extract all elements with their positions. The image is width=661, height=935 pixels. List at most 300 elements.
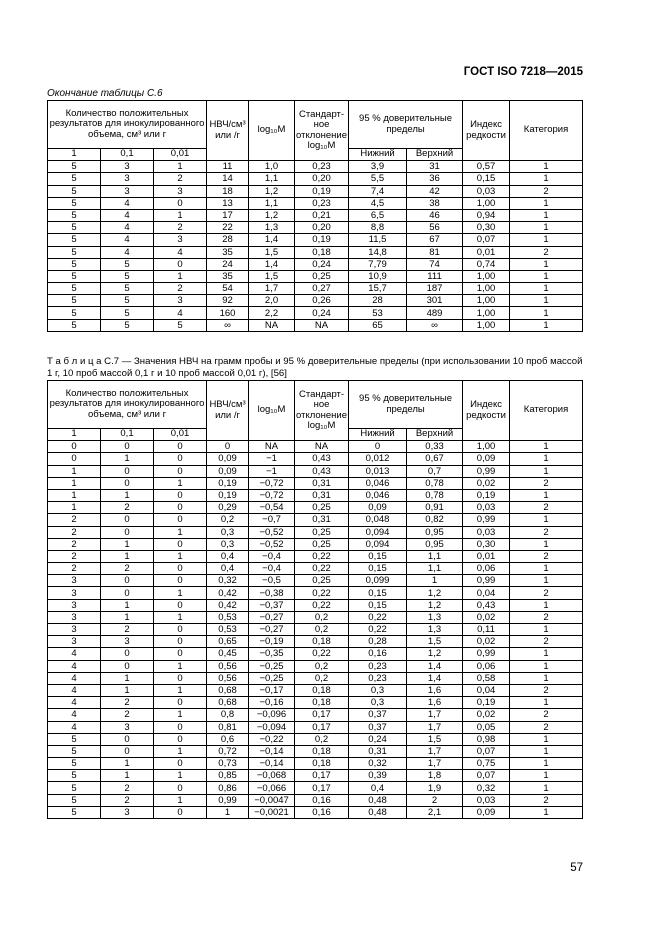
table-cell: 0,25 — [295, 270, 349, 282]
table-cell: NA — [295, 441, 349, 453]
table-row — [48, 721, 583, 733]
table-row — [48, 672, 583, 684]
table-cell: 0 — [154, 453, 207, 465]
table-cell: 0,06 — [463, 660, 510, 672]
table-cell: 111 — [407, 270, 463, 282]
table-row — [48, 733, 583, 745]
table-cell: −0,068 — [249, 770, 295, 782]
table-cell: 1 — [510, 575, 583, 587]
table-cell: 2 — [510, 587, 583, 599]
table-cell: 65 — [349, 319, 407, 331]
table-c7 — [47, 380, 583, 819]
table-row — [48, 648, 583, 660]
table-cell: 1,00 — [463, 197, 510, 209]
table-cell: 1,7 — [249, 283, 295, 295]
table-cell: 0,2 — [295, 660, 349, 672]
table-row — [48, 599, 583, 611]
table-row — [48, 283, 583, 295]
table-cell: 0,30 — [463, 538, 510, 550]
table-cell: 0,05 — [463, 721, 510, 733]
header-positive-results: Количество положительных результатов для инокулированного объема, см³ или г — [48, 101, 207, 149]
table-cell: 0,45 — [207, 648, 249, 660]
table-cell: 0,07 — [463, 770, 510, 782]
table-cell: 0,32 — [207, 575, 249, 587]
table-cell: 3 — [101, 721, 154, 733]
table-cell: 5 — [101, 295, 154, 307]
table-cell: 1 — [510, 161, 583, 173]
table-cell: 0 — [154, 538, 207, 550]
table-cell: 1,2 — [407, 587, 463, 599]
table-cell: 0,07 — [463, 745, 510, 757]
table-cell: 5 — [101, 258, 154, 270]
table-cell: 1,3 — [407, 624, 463, 636]
table-cell: 0,43 — [295, 465, 349, 477]
table-cell: 1,3 — [249, 222, 295, 234]
header-log: log₁₀M — [249, 101, 295, 161]
table-cell: 1 — [48, 502, 101, 514]
table-cell: 5 — [48, 733, 101, 745]
table-cell: 0,06 — [463, 563, 510, 575]
table-cell: 0,24 — [349, 733, 407, 745]
table-cell: 0,094 — [349, 538, 407, 550]
table-cell: 0,67 — [407, 453, 463, 465]
table-cell: 0,31 — [295, 514, 349, 526]
table-cell: 1 — [510, 660, 583, 672]
table-cell: 0,2 — [295, 672, 349, 684]
table-cell: 2 — [48, 514, 101, 526]
table-cell: 1 — [510, 782, 583, 794]
header-category: Категория — [510, 101, 583, 161]
table-cell: 0,25 — [295, 502, 349, 514]
table-cell: 1,5 — [249, 270, 295, 282]
table-cell: 0,43 — [463, 599, 510, 611]
table-row — [48, 197, 583, 209]
table-cell: 0,58 — [463, 672, 510, 684]
table-cell: 0,26 — [295, 295, 349, 307]
table-cell: 2 — [154, 283, 207, 295]
table-cell: 0,20 — [295, 173, 349, 185]
table-cell: 1 — [510, 258, 583, 270]
table-row — [48, 477, 583, 489]
table-cell: 0,22 — [295, 587, 349, 599]
table-cell: 1 — [101, 550, 154, 562]
table-cell: 0,4 — [207, 563, 249, 575]
table-cell: 17 — [207, 209, 249, 221]
table-cell: 1 — [510, 733, 583, 745]
table-cell: 0,18 — [295, 758, 349, 770]
table-cell: 1 — [154, 477, 207, 489]
table-cell: ∞ — [207, 319, 249, 331]
header-mpn: НВЧ/см³ или /г — [207, 381, 249, 441]
table-row — [48, 770, 583, 782]
table-cell: 1,4 — [407, 660, 463, 672]
table-cell: 1 — [510, 624, 583, 636]
table-cell: 3 — [48, 636, 101, 648]
table-cell: 0 — [101, 526, 154, 538]
table-cell: 1 — [154, 611, 207, 623]
table-cell: 1 — [101, 489, 154, 501]
table-cell: −0,4 — [249, 550, 295, 562]
table-cell: 2 — [48, 550, 101, 562]
table-cell: 5 — [48, 745, 101, 757]
table-cell: 1 — [101, 672, 154, 684]
table-cell: 1 — [154, 161, 207, 173]
table-cell: 1,7 — [407, 745, 463, 757]
page-number: 57 — [570, 862, 583, 874]
table-row — [48, 514, 583, 526]
table-cell: −0,37 — [249, 599, 295, 611]
table-cell: 92 — [207, 295, 249, 307]
table-row — [48, 307, 583, 319]
table-cell: 0,03 — [463, 185, 510, 197]
table-cell: 0 — [101, 477, 154, 489]
table-cell: 1 — [101, 453, 154, 465]
table-cell: 5 — [48, 270, 101, 282]
table-cell: 5 — [101, 283, 154, 295]
table-cell: 0,02 — [463, 611, 510, 623]
table-cell: 3,9 — [349, 161, 407, 173]
table-cell: 0,99 — [463, 465, 510, 477]
table-row — [48, 684, 583, 696]
table-cell: 0,09 — [207, 465, 249, 477]
table-cell: 1 — [510, 514, 583, 526]
table-cell: 0,57 — [463, 161, 510, 173]
table-cell: 2 — [101, 563, 154, 575]
table-cell: 1,5 — [407, 733, 463, 745]
table-cell: 2 — [510, 246, 583, 258]
table-cell: 0,99 — [463, 514, 510, 526]
table-cell: 0 — [101, 575, 154, 587]
table-cell: 5 — [48, 258, 101, 270]
table-cell: 2 — [510, 794, 583, 806]
table-cell: 0,099 — [349, 575, 407, 587]
table-cell: 1 — [154, 550, 207, 562]
table-cell: 3 — [154, 234, 207, 246]
table-cell: 0,25 — [295, 538, 349, 550]
table-cell: 0,95 — [407, 538, 463, 550]
table-cell: 35 — [207, 246, 249, 258]
table-row — [48, 611, 583, 623]
table-cell: 7,4 — [349, 185, 407, 197]
table-cell: 0 — [154, 782, 207, 794]
table-cell: 0,18 — [295, 636, 349, 648]
table-cell: 4 — [48, 660, 101, 672]
table-cell: ∞ — [407, 319, 463, 331]
table-cell: 0,65 — [207, 636, 249, 648]
table-cell: 5 — [48, 222, 101, 234]
header-log: log₁₀M — [249, 381, 295, 441]
table-cell: 0,99 — [463, 648, 510, 660]
header-vol-0-01: 0,01 — [154, 149, 207, 161]
table-cell: 5 — [48, 319, 101, 331]
table-cell: 1,1 — [407, 550, 463, 562]
table-cell: 18 — [207, 185, 249, 197]
table-cell: 0,7 — [407, 465, 463, 477]
table-cell: −0,14 — [249, 745, 295, 757]
table-cell: 2 — [407, 794, 463, 806]
table-cell: 0,17 — [295, 770, 349, 782]
table-cell: 0,11 — [463, 624, 510, 636]
table-cell: 0,16 — [295, 794, 349, 806]
table-cell: −0,35 — [249, 648, 295, 660]
table-cell: 0,8 — [207, 709, 249, 721]
table-cell: 0,15 — [349, 550, 407, 562]
table-cell: 0 — [101, 587, 154, 599]
header-vol-1: 1 — [48, 429, 101, 441]
table-cell: 0,013 — [349, 465, 407, 477]
table-cell: 0,09 — [463, 806, 510, 818]
table-cell: 0,25 — [295, 575, 349, 587]
table-cell: −0,27 — [249, 611, 295, 623]
table-cell: 301 — [407, 295, 463, 307]
table-cell: 1,00 — [463, 270, 510, 282]
table-cell: 0 — [101, 660, 154, 672]
table-cell: 2 — [101, 782, 154, 794]
table-row — [48, 709, 583, 721]
table-cell: 4 — [48, 721, 101, 733]
table-cell: 1 — [154, 526, 207, 538]
table-cell: 0,03 — [463, 502, 510, 514]
table-cell: 3 — [48, 624, 101, 636]
table-cell: 0,012 — [349, 453, 407, 465]
table-cell: 0,3 — [207, 526, 249, 538]
table-cell: 5 — [48, 209, 101, 221]
table-cell: 1 — [510, 173, 583, 185]
table-cell: 1 — [510, 283, 583, 295]
table-row — [48, 587, 583, 599]
table-cell: 4 — [48, 672, 101, 684]
table-cell: 0,04 — [463, 587, 510, 599]
table-cell: 0,22 — [295, 599, 349, 611]
table-cell: 0 — [154, 806, 207, 818]
table-cell: 2,0 — [249, 295, 295, 307]
table-cell: 0,19 — [463, 697, 510, 709]
table-cell: 11,5 — [349, 234, 407, 246]
table-cell: 1,4 — [407, 672, 463, 684]
table-cell: 0,19 — [207, 489, 249, 501]
table-cell: 0,16 — [349, 648, 407, 660]
table-cell: 0,94 — [463, 209, 510, 221]
table-cell: 0 — [101, 648, 154, 660]
table-row — [48, 624, 583, 636]
table-cell: 1,1 — [249, 173, 295, 185]
table-row — [48, 185, 583, 197]
table-cell: 3 — [101, 806, 154, 818]
table-cell: 5 — [101, 270, 154, 282]
table-cell: 2 — [154, 222, 207, 234]
table-cell: 0,048 — [349, 514, 407, 526]
header-vol-0-1: 0,1 — [101, 149, 154, 161]
table-cell: NA — [295, 319, 349, 331]
table-cell: 0,03 — [463, 526, 510, 538]
table-cell: 8,8 — [349, 222, 407, 234]
table-cell: 2,1 — [407, 806, 463, 818]
table-cell: 0,18 — [295, 745, 349, 757]
table-cell: −0,25 — [249, 660, 295, 672]
table-cell: 5 — [48, 185, 101, 197]
table-row — [48, 794, 583, 806]
table-cell: 1 — [510, 319, 583, 331]
table-cell: 0 — [48, 453, 101, 465]
table-cell: 2 — [510, 502, 583, 514]
table-cell: 31 — [407, 161, 463, 173]
table-cell: 0,18 — [295, 684, 349, 696]
table-cell: 3 — [154, 295, 207, 307]
table-cell: 0 — [154, 465, 207, 477]
table-cell: −0,4 — [249, 563, 295, 575]
table-cell: 0 — [154, 258, 207, 270]
table-row — [48, 295, 583, 307]
table-cell: 56 — [407, 222, 463, 234]
table-cell: 3 — [48, 599, 101, 611]
table-cell: 1 — [510, 234, 583, 246]
table-cell: 0,31 — [295, 477, 349, 489]
table-cell: 0 — [154, 733, 207, 745]
table-cell: 0,85 — [207, 770, 249, 782]
table-cell: 0,24 — [295, 258, 349, 270]
table-cell: 0 — [154, 502, 207, 514]
table-cell: 0,3 — [349, 697, 407, 709]
table-cell: 0 — [154, 648, 207, 660]
table-cell: 0,3 — [207, 538, 249, 550]
table-cell: 28 — [207, 234, 249, 246]
table-cell: 2 — [510, 550, 583, 562]
table-cell: 7,79 — [349, 258, 407, 270]
table-cell: −0,72 — [249, 477, 295, 489]
table-cell: 1 — [510, 295, 583, 307]
table-row — [48, 489, 583, 501]
table-cell: 5 — [48, 283, 101, 295]
table-cell: 0,4 — [207, 550, 249, 562]
table-cell: 4 — [48, 684, 101, 696]
table-cell: 1,4 — [249, 258, 295, 270]
table-cell: 0 — [154, 563, 207, 575]
table-cell: 0,78 — [407, 477, 463, 489]
table-cell: 1 — [510, 758, 583, 770]
table-cell: 3 — [48, 575, 101, 587]
table-cell: 42 — [407, 185, 463, 197]
table-cell: 81 — [407, 246, 463, 258]
table-cell: 0,23 — [349, 660, 407, 672]
table-cell: 0,32 — [463, 782, 510, 794]
table-cell: 0,3 — [349, 684, 407, 696]
table-cell: 0,01 — [463, 246, 510, 258]
table-cell: 1 — [48, 465, 101, 477]
table-row — [48, 575, 583, 587]
header-std-dev: Стандарт-ное отклонение log₁₀M — [295, 381, 349, 441]
table-cell: 0,37 — [349, 721, 407, 733]
table-cell: 1 — [510, 465, 583, 477]
table-cell: 0 — [154, 441, 207, 453]
table-row — [48, 246, 583, 258]
table-cell: 0,19 — [295, 234, 349, 246]
table-cell: 0,23 — [295, 197, 349, 209]
table-cell: 0 — [207, 441, 249, 453]
table-cell: 0,02 — [463, 709, 510, 721]
table-cell: 0,56 — [207, 672, 249, 684]
table-cell: 0,02 — [463, 477, 510, 489]
table-row — [48, 234, 583, 246]
table-cell: 13 — [207, 197, 249, 209]
table-cell: 1 — [510, 307, 583, 319]
table-cell: 1,0 — [249, 161, 295, 173]
table1-caption: Окончание таблицы С.6 — [47, 88, 163, 99]
table-cell: 1,00 — [463, 307, 510, 319]
table-cell: 0 — [154, 575, 207, 587]
table-cell: 0,19 — [207, 477, 249, 489]
table-cell: 0,19 — [295, 185, 349, 197]
header-mpn: НВЧ/см³ или /г — [207, 101, 249, 161]
table-cell: 0 — [101, 465, 154, 477]
table-cell: 0,75 — [463, 758, 510, 770]
table-cell: 3 — [48, 587, 101, 599]
table-cell: 0,95 — [407, 526, 463, 538]
table-cell: 1 — [510, 209, 583, 221]
table-cell: 5 — [48, 307, 101, 319]
table-cell: 0,22 — [295, 648, 349, 660]
table-cell: 1 — [510, 697, 583, 709]
table-cell: 1 — [101, 611, 154, 623]
table-cell: 0,04 — [463, 684, 510, 696]
table-cell: −0,16 — [249, 697, 295, 709]
table-cell: 5 — [101, 307, 154, 319]
table-cell: 2 — [154, 173, 207, 185]
table-cell: 0,22 — [295, 563, 349, 575]
table-cell: 1,2 — [407, 648, 463, 660]
table-cell: 2,2 — [249, 307, 295, 319]
table-cell: 5 — [48, 161, 101, 173]
table-cell: 0,99 — [207, 794, 249, 806]
table-cell: −0,5 — [249, 575, 295, 587]
table-cell: 0,25 — [295, 526, 349, 538]
table-cell: 5 — [48, 806, 101, 818]
table-cell: 0,046 — [349, 489, 407, 501]
table-cell: 2 — [101, 794, 154, 806]
table-cell: 0 — [154, 636, 207, 648]
table-cell: 2 — [101, 624, 154, 636]
table-cell: 2 — [510, 684, 583, 696]
table-cell: 0,39 — [349, 770, 407, 782]
table-row — [48, 660, 583, 672]
table-cell: 15,7 — [349, 283, 407, 295]
table-cell: 1,7 — [407, 709, 463, 721]
table-cell: −0,52 — [249, 538, 295, 550]
table-cell: 0,03 — [463, 794, 510, 806]
table-cell: 1 — [510, 197, 583, 209]
table-cell: 4 — [154, 246, 207, 258]
table-cell: −0,094 — [249, 721, 295, 733]
table-cell: 4 — [101, 209, 154, 221]
table-cell: 0,27 — [295, 283, 349, 295]
table-cell: 1 — [154, 684, 207, 696]
table-cell: 0,32 — [349, 758, 407, 770]
table-cell: 1 — [154, 709, 207, 721]
table-cell: 0,74 — [463, 258, 510, 270]
table-cell: 1 — [510, 770, 583, 782]
table-cell: 4,5 — [349, 197, 407, 209]
table-row — [48, 745, 583, 757]
table-cell: 0,07 — [463, 234, 510, 246]
header-upper: Верхний — [407, 429, 463, 441]
table-cell: 6,5 — [349, 209, 407, 221]
table-cell: 1 — [101, 684, 154, 696]
table-cell: 1 — [510, 563, 583, 575]
table-cell: 1 — [510, 599, 583, 611]
table-cell: 0,2 — [295, 733, 349, 745]
table-cell: 4 — [48, 709, 101, 721]
table-cell: 0,81 — [207, 721, 249, 733]
table-cell: 0,046 — [349, 477, 407, 489]
